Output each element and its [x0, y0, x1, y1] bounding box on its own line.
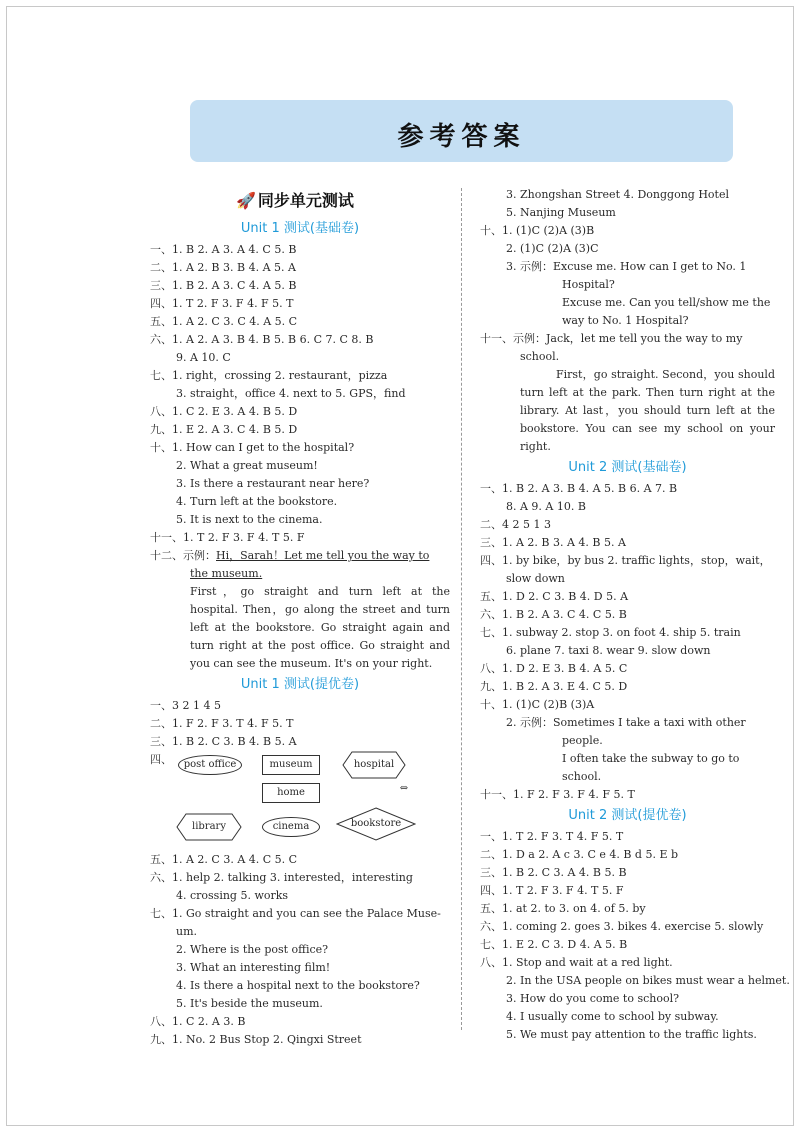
compass-icon: ⇔: [399, 783, 409, 794]
answer-label: 四、: [150, 753, 172, 766]
answer-line: 二、4 2 5 1 3: [480, 518, 551, 531]
answer-line: 十一、1. T 2. F 3. F 4. T 5. F: [150, 531, 305, 544]
answer-line: 一、1. T 2. F 3. T 4. F 5. T: [480, 830, 624, 843]
essay-line: library. At last，you should turn left at the: [520, 404, 775, 417]
essay-line: right.: [520, 440, 551, 453]
answer-line: school.: [562, 770, 602, 783]
answer-line: 6. plane 7. taxi 8. wear 9. slow down: [506, 644, 711, 657]
answer-line: 九、1. B 2. A 3. E 4. C 5. D: [480, 680, 628, 693]
essay-line: First，go straight. Second，you should: [556, 368, 775, 381]
answer-line: 十一、1. F 2. F 3. F 4. F 5. T: [480, 788, 635, 801]
answer-line: 六、1. coming 2. goes 3. bikes 4. exercise 5. slowly: [480, 920, 764, 933]
answer-line: 3. straight，office 4. next to 5. GPS，find: [176, 387, 406, 400]
cinema-oval: cinema: [262, 817, 320, 837]
answer-line: 三、1. A 2. B 3. A 4. B 5. A: [480, 536, 626, 549]
answer-line: 三、1. B 2. A 3. C 4. A 5. B: [150, 279, 297, 292]
subsection-title: Unit 1 测试(提优卷): [240, 677, 360, 692]
answer-line: 一、1. B 2. A 3. B 4. A 5. B 6. A 7. B: [480, 482, 678, 495]
answer-line: 九、1. E 2. A 3. C 4. B 5. D: [150, 423, 298, 436]
answer-line: 五、1. at 2. to 3. on 4. of 5. by: [480, 902, 646, 915]
answer-line: 六、1. help 2. talking 3. interested，interesting: [150, 871, 413, 884]
answer-line: 8. A 9. A 10. B: [506, 500, 586, 513]
map-diagram: [150, 751, 450, 851]
answer-line: Hospital?: [562, 278, 615, 291]
answer-line: I often take the subway to go to: [562, 752, 740, 765]
answer-line: 七、1. E 2. C 3. D 4. A 5. B: [480, 938, 628, 951]
answer-line: 4. I usually come to school by subway.: [506, 1010, 719, 1023]
answer-line: 3. How do you come to school?: [506, 992, 680, 1005]
essay-text: the museum.: [190, 567, 263, 580]
answer-line: um.: [176, 925, 198, 938]
answer-line: 一、3 2 1 4 5: [150, 699, 221, 712]
answer-label: 十二、示例：: [150, 549, 216, 562]
library-hexagon: [176, 813, 242, 841]
answer-line: way to No. 1 Hospital?: [562, 314, 689, 327]
home-box: home: [262, 783, 320, 803]
essay-line: First，go straight and turn left at the: [190, 585, 450, 598]
essay-line: turn right at the post office. Go straight and: [190, 639, 450, 652]
title-banner: [190, 100, 733, 162]
answer-line: 2. Where is the post office?: [176, 943, 329, 956]
answer-line: 3. What an interesting film!: [176, 961, 331, 974]
post-office-oval: post office: [178, 755, 242, 775]
answer-line: Excuse me. Can you tell/show me the: [562, 296, 771, 309]
answer-line: 4. Is there a hospital next to the bookstore?: [176, 979, 420, 992]
answer-line: 八、1. Stop and wait at a red light.: [480, 956, 673, 969]
hospital-hexagon: [342, 751, 406, 779]
answer-line: 十、1. How can I get to the hospital?: [150, 441, 355, 454]
answer-line: slow down: [506, 572, 565, 585]
answer-line: 3. Is there a restaurant near here?: [176, 477, 370, 490]
essay-line: bookstore. You can see my school on your: [520, 422, 775, 435]
answer-line: 5. Nanjing Museum: [506, 206, 616, 219]
essay-line: you can see the museum. It's on your right.: [190, 657, 433, 670]
essay-text: Hi，Sarah！Let me tell you the way to: [216, 549, 430, 562]
answer-line: 十、1. (1)C (2)B (3)A: [480, 698, 595, 711]
answer-line: 3. Zhongshan Street 4. Donggong Hotel: [506, 188, 729, 201]
column-divider: [461, 188, 462, 1030]
answer-line: 八、1. C 2. A 3. B: [150, 1015, 246, 1028]
answer-line: people.: [562, 734, 603, 747]
essay-line: turn left at the park. Then turn right at the: [520, 386, 775, 399]
answer-line: school.: [520, 350, 560, 363]
library-label: library: [192, 821, 226, 832]
answer-line: 七、1. subway 2. stop 3. on foot 4. ship 5. train: [480, 626, 741, 639]
rocket-icon: 🚀: [236, 191, 256, 210]
subsection-title: Unit 2 测试(提优卷): [568, 808, 687, 823]
answer-line: 5. We must pay attention to the traffic lights.: [506, 1028, 757, 1041]
answer-line: 六、1. A 2. A 3. B 4. B 5. B 6. C 7. C 8. B: [150, 333, 374, 346]
museum-box: museum: [262, 755, 320, 775]
answer-line: 十一、示例：Jack，let me tell you the way to my: [480, 332, 743, 345]
section-title: [236, 188, 354, 211]
answer-line: 2. (1)C (2)A (3)C: [506, 242, 599, 255]
answer-line: 三、1. B 2. C 3. B 4. B 5. A: [150, 735, 297, 748]
answer-line: 三、1. B 2. C 3. A 4. B 5. B: [480, 866, 627, 879]
page-title: 参考答案: [397, 122, 526, 152]
answer-line: 五、1. A 2. C 3. C 4. A 5. C: [150, 315, 298, 328]
right-column: [480, 186, 790, 1044]
answer-line: 3. 示例：Excuse me. How can I get to No. 1: [506, 260, 747, 273]
answer-line: 四、1. T 2. F 3. F 4. T 5. F: [480, 884, 624, 897]
answer-line: 二、1. F 2. F 3. T 4. F 5. T: [150, 717, 294, 730]
answer-line: 四、1. by bike，by bus 2. traffic lights，stop，wait，: [480, 554, 771, 567]
answer-line: 2. In the USA people on bikes must wear a helmet.: [506, 974, 790, 987]
answer-line: 十、1. (1)C (2)A (3)B: [480, 224, 595, 237]
answer-line: 9. A 10. C: [176, 351, 231, 364]
answer-line: 五、1. A 2. C 3. A 4. C 5. C: [150, 853, 298, 866]
answer-line: 4. crossing 5. works: [176, 889, 289, 902]
answer-line: 一、1. B 2. A 3. A 4. C 5. B: [150, 243, 297, 256]
answer-line: 5. It is next to the cinema.: [176, 513, 323, 526]
answer-line: 八、1. D 2. E 3. B 4. A 5. C: [480, 662, 628, 675]
answer-line: 七、1. Go straight and you can see the Palace Muse-: [150, 907, 441, 920]
answer-line: 4. Turn left at the bookstore.: [176, 495, 338, 508]
answer-line: 五、1. D 2. C 3. B 4. D 5. A: [480, 590, 629, 603]
subsection-title: Unit 2 测试(基础卷): [568, 460, 687, 475]
answer-line: 2. What a great museum!: [176, 459, 318, 472]
answer-line: 二、1. D a 2. A c 3. C e 4. B d 5. E b: [480, 848, 679, 861]
hospital-label: hospital: [353, 759, 395, 770]
essay-line: left at the bookstore. Go straight again and: [190, 621, 450, 634]
answer-line: 八、1. C 2. E 3. A 4. B 5. D: [150, 405, 298, 418]
left-column: [150, 221, 450, 1049]
essay-line: hospital. Then，go along the street and turn: [190, 603, 450, 616]
answer-line: 5. It's beside the museum.: [176, 997, 323, 1010]
section-title-text: 同步单元测试: [257, 191, 354, 210]
answer-line: [150, 565, 450, 583]
answer-line: 2. 示例：Sometimes I take a taxi with other: [506, 716, 746, 729]
subsection-title: Unit 1 测试(基础卷): [240, 221, 360, 236]
answer-line: 九、1. No. 2 Bus Stop 2. Qingxi Street: [150, 1033, 362, 1046]
bookstore-label: bookstore: [350, 818, 402, 829]
bookstore-diamond: [336, 807, 416, 841]
answer-line: 二、1. A 2. B 3. B 4. A 5. A: [150, 261, 296, 274]
answer-line: 六、1. B 2. A 3. C 4. C 5. B: [480, 608, 627, 621]
answer-line: 四、1. T 2. F 3. F 4. F 5. T: [150, 297, 294, 310]
answer-line: [150, 547, 450, 565]
answer-line: 七、1. right，crossing 2. restaurant，pizza: [150, 369, 388, 382]
